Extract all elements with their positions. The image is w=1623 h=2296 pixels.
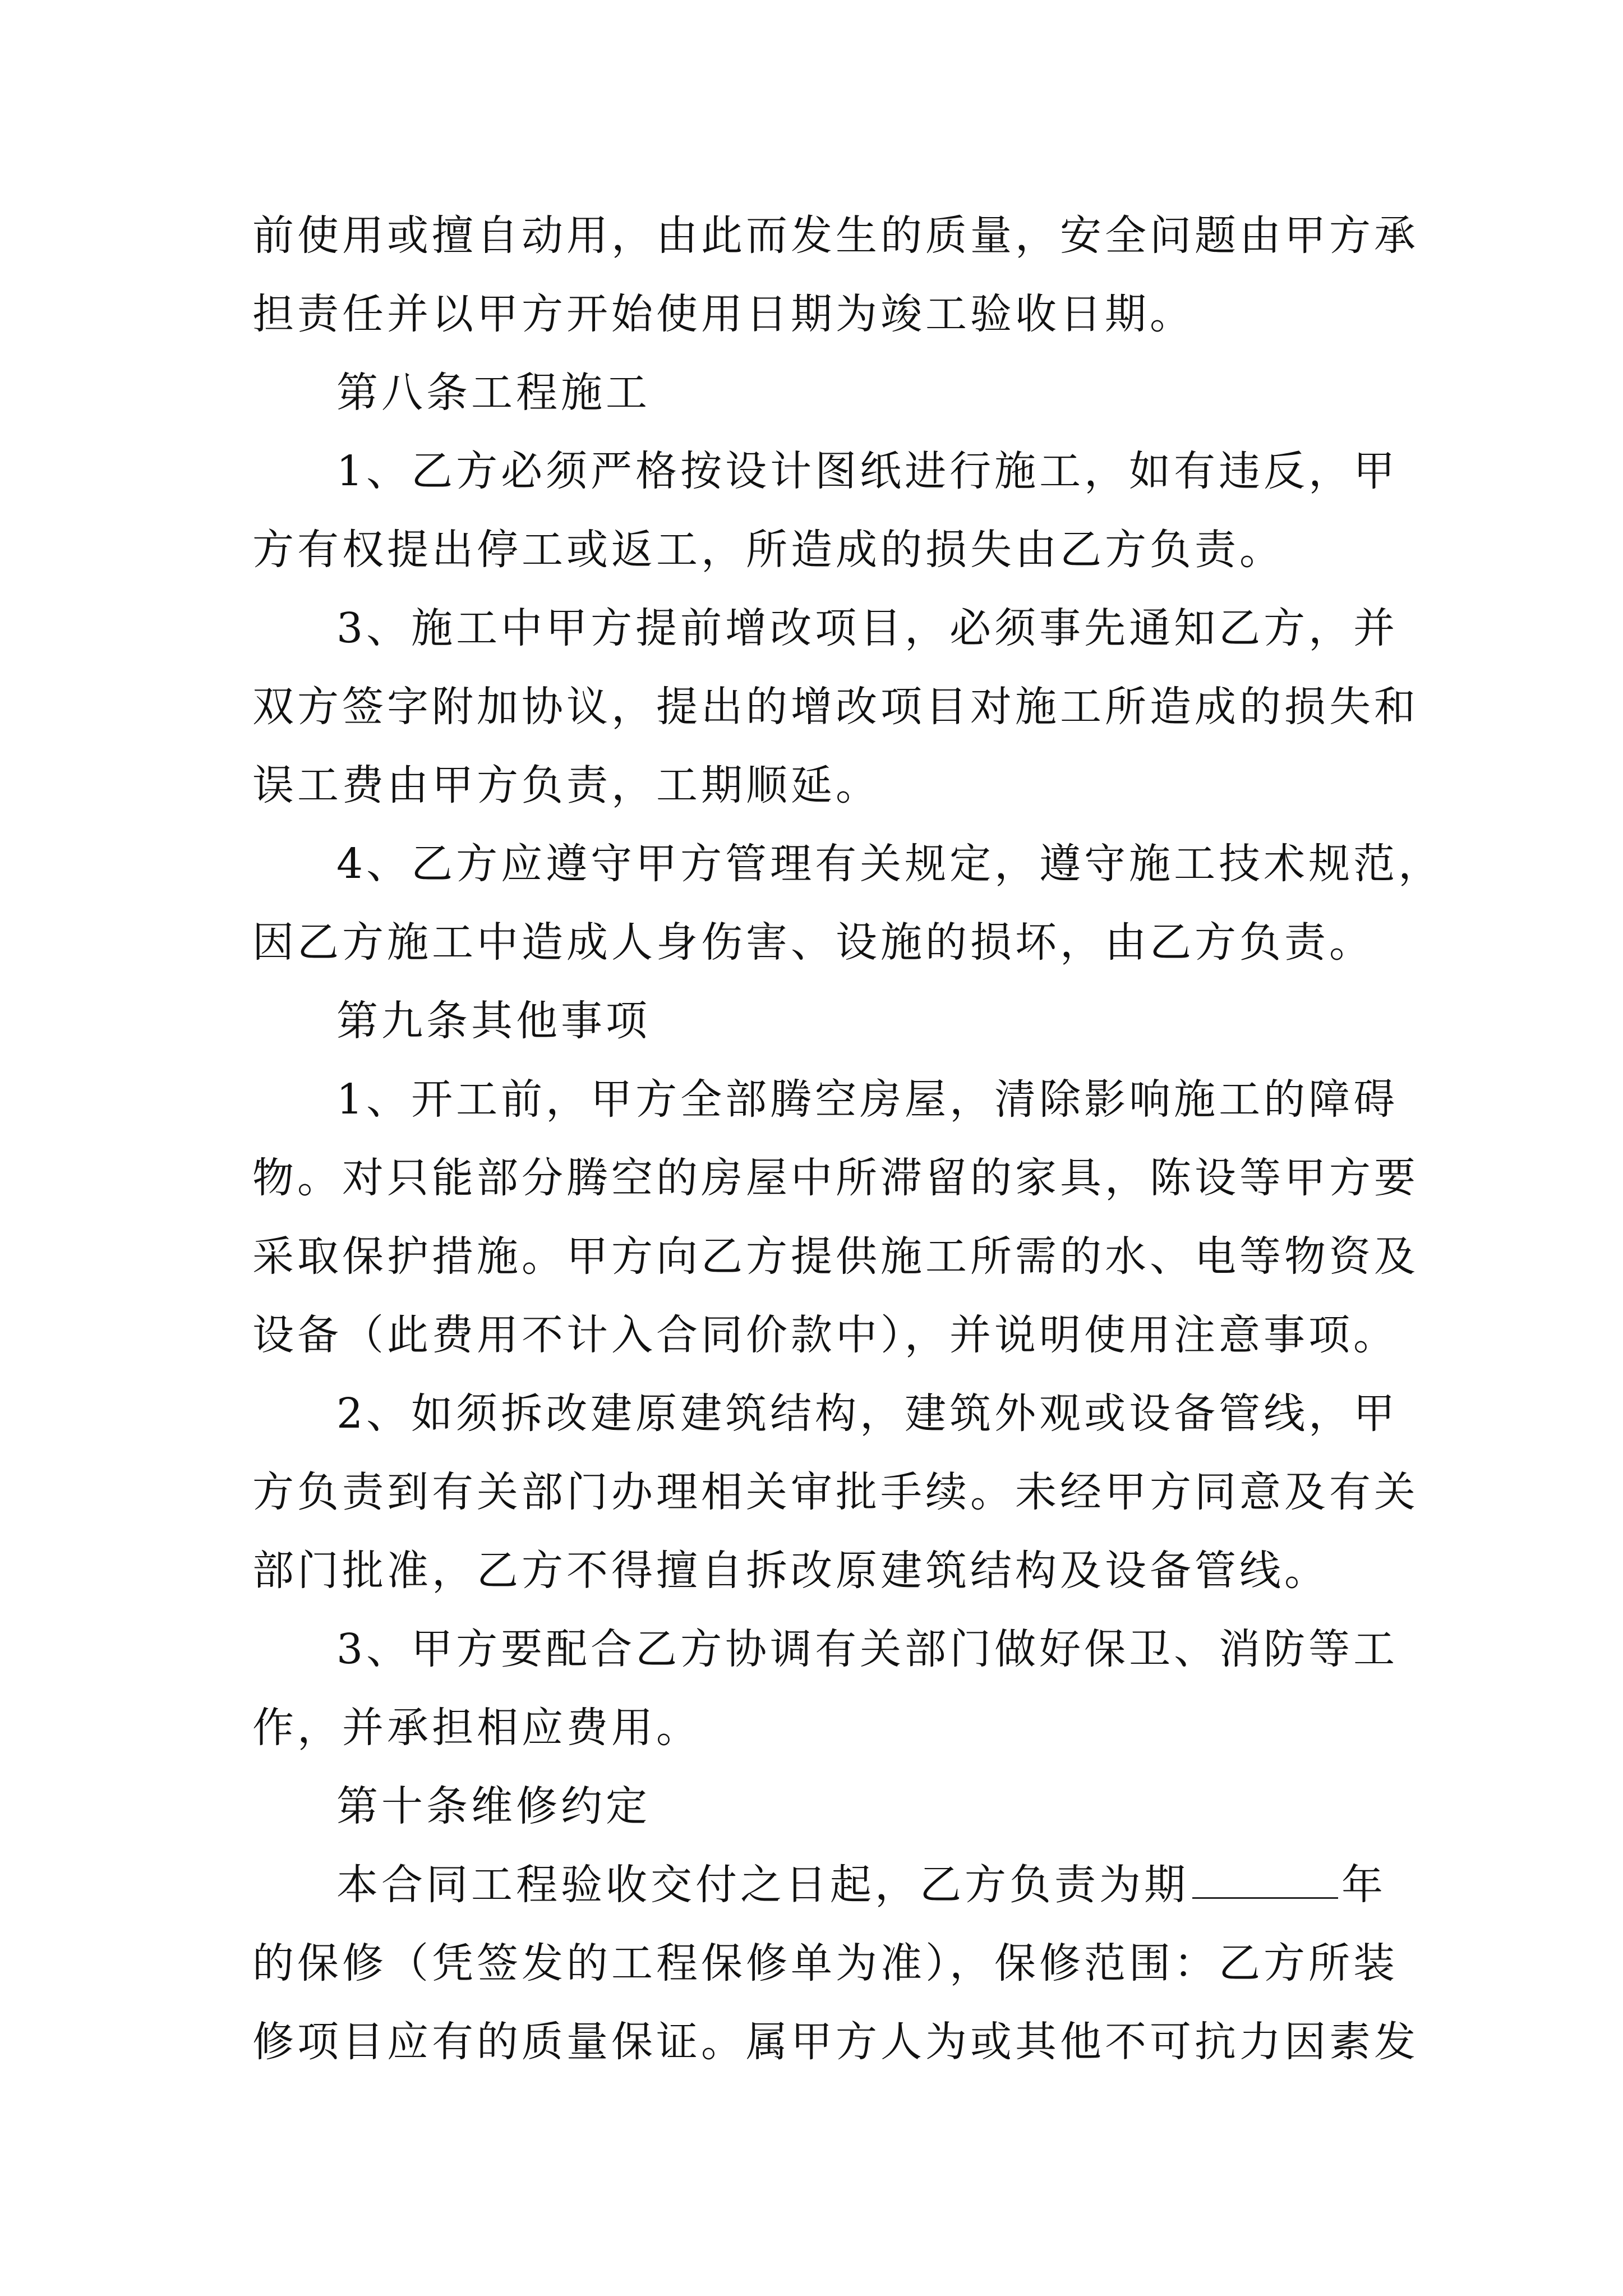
text-line: 物。对只能部分腾空的房屋中所滞留的家具，陈设等甲方要 bbox=[252, 1154, 1419, 1202]
text-segment: 年 bbox=[1341, 1861, 1386, 1909]
text-line: 双方签字附加协议，提出的增改项目对施工所造成的损失和 bbox=[252, 683, 1419, 731]
text-line: 1、开工前，甲方全部腾空房屋，清除影响施工的障碍 bbox=[336, 1075, 1399, 1124]
text-line: 采取保护措施。甲方向乙方提供施工所需的水、电等物资及 bbox=[252, 1232, 1419, 1281]
text-line: 的保修（凭签发的工程保修单为准），保修范围：乙方所装 bbox=[252, 1939, 1398, 1987]
text-line: 3、施工中甲方提前增改项目，必须事先通知乙方，并 bbox=[336, 604, 1399, 652]
text-line: 方有权提出停工或返工，所造成的损失由乙方负责。 bbox=[252, 526, 1284, 574]
text-line: 4、乙方应遵守甲方管理有关规定，遵守施工技术规范， bbox=[336, 840, 1444, 888]
text-line: 修项目应有的质量保证。属甲方人为或其他不可抗力因素发 bbox=[252, 2018, 1419, 2066]
text-line: 部门批准，乙方不得擅自拆改原建筑结构及设备管线。 bbox=[252, 1547, 1329, 1595]
text-segment: 本合同工程验收交付之日起，乙方负责为期 bbox=[336, 1861, 1189, 1909]
text-line bbox=[252, 1846, 1391, 1924]
text-line: 误工费由甲方负责，工期顺延。 bbox=[252, 761, 880, 809]
article-heading-9: 第九条其他事项 bbox=[336, 997, 651, 1045]
document-body bbox=[252, 196, 1444, 2081]
text-line: 3、甲方要配合乙方协调有关部门做好保卫、消防等工 bbox=[336, 1625, 1399, 1673]
text-line: 因乙方施工中造成人身伤害、设施的损坏，由乙方负责。 bbox=[252, 918, 1374, 967]
text-line: 作，并承担相应费用。 bbox=[252, 1704, 701, 1752]
text-line: 方负责到有关部门办理相关审批手续。未经甲方同意及有关 bbox=[252, 1468, 1419, 1516]
blank-fill-line bbox=[1192, 1858, 1338, 1899]
article-heading-8: 第八条工程施工 bbox=[336, 369, 651, 417]
text-line: 设备（此费用不计入合同价款中），并说明使用注意事项。 bbox=[252, 1311, 1398, 1359]
text-line: 前使用或擅自动用，由此而发生的质量，安全问题由甲方承 bbox=[252, 211, 1419, 260]
text-line: 担责任并以甲方开始使用日期为竣工验收日期。 bbox=[252, 290, 1195, 338]
article-heading-10: 第十条维修约定 bbox=[336, 1782, 651, 1830]
text-line: 2、如须拆改建原建筑结构，建筑外观或设备管线，甲 bbox=[336, 1389, 1399, 1438]
text-line: 1、乙方必须严格按设计图纸进行施工，如有违反，甲 bbox=[336, 447, 1399, 495]
